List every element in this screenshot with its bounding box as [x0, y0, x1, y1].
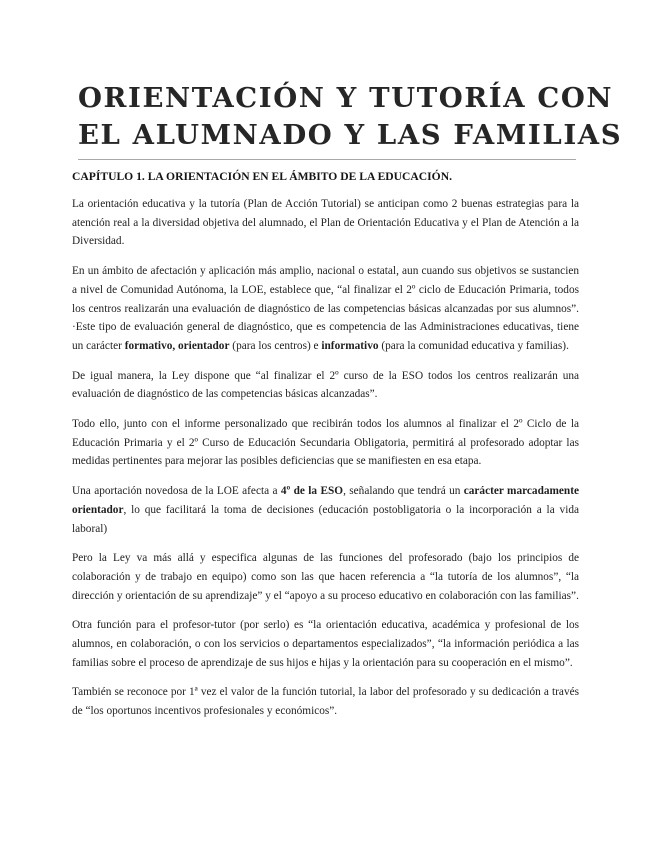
- paragraph-4: Todo ello, junto con el informe personalizado que recibirán todos los alumnos al finalizar el 2º Ciclo de la Educación Primaria y el 2º Curso de Educación Secundaria Obligatoria, permitirá al profesorado adoptar las medidas pertinentes para mejorar las posibles deficiencias que se manifiesten en esa etapa.: [72, 418, 579, 468]
- paragraph-text: (para los centros) e: [229, 339, 322, 352]
- title-line-2: EL ALUMNADO Y LAS FAMILIAS: [78, 119, 623, 151]
- paragraph-text: , señalando que tendrá un: [343, 485, 464, 498]
- paragraph-3: De igual manera, la Ley dispone que “al finalizar el 2º curso de la ESO todos los centros realizarán una evaluación de diagnóstico de las competencias básicas alcanzadas”.: [72, 369, 579, 401]
- paragraph-2: [72, 262, 579, 356]
- paragraph-1: La orientación educativa y la tutoría (Plan de Acción Tutorial) se anticipan como 2 buenas estrategias para la atención real a la diversidad objetiva del alumnado, el Plan de Orientación Educativa y el Plan de Atención a la Diversidad.: [72, 198, 579, 248]
- paragraph-7: Otra función para el profesor-tutor (por serlo) es “la orientación educativa, académica y profesional de los alumnos, en colaboración, o con los servicios o departamentos especializados”, “la información periódica a las familias sobre el proceso de aprendizaje de sus hijos e hijas y la orientación para su cooperación en el mismo”.: [72, 619, 579, 669]
- paragraph-8: También se reconoce por 1ª vez el valor de la función tutorial, la labor del profesorado y su dedicación a través de “los oportunos incentivos profesionales y económicos”.: [72, 686, 579, 718]
- paragraph-text: Una aportación novedosa de la LOE afecta a: [72, 485, 281, 498]
- bold-term: informativo: [321, 339, 379, 352]
- bold-term: carácter marcadamente orientador: [72, 485, 579, 516]
- document-body: [72, 195, 579, 732]
- chapter-heading: CAPÍTULO 1. LA ORIENTACIÓN EN EL ÁMBITO DE LA EDUCACIÓN.: [72, 170, 452, 183]
- title-line-1: ORIENTACIÓN Y TUTORÍA CON: [78, 82, 614, 114]
- paragraph-6: Pero la Ley va más allá y especifica algunas de las funciones del profesorado (bajo los principios de colaboración y de trabajo en equipo) como son las que hacen referencia a “la tutoría de los alumnos”, “la dirección y orientación de su aprendizaje” y el “apoyo a su proceso educativo en colaboración con las familias”.: [72, 552, 579, 602]
- paragraph-text: En un ámbito de afectación y aplicación más amplio, nacional o estatal, aun cuando sus objetivos se sustancien a nivel de Comunidad Autónoma, la LOE, establece que, “al finalizar el 2º ciclo de Educación Primaria, todos los centros realizarán una evaluación de diagnóstico de las competencias básicas alcanzadas por sus alumnos”. ·Este tipo de evaluación general de diagnóstico, que es competencia de las Administraciones educativas, tiene un carácter: [72, 265, 579, 352]
- paragraph-text: , lo que facilitará la toma de decisiones (educación postobligatoria o la incorporación a la vida laboral): [72, 503, 579, 535]
- document-title: [78, 80, 623, 154]
- paragraph-text: (para la comunidad educativa y familias).: [378, 339, 569, 352]
- bold-term: 4º de la ESO: [280, 485, 344, 498]
- paragraph-5: [72, 482, 579, 538]
- bold-term: formativo, orientador: [124, 339, 230, 352]
- title-divider: [78, 159, 576, 160]
